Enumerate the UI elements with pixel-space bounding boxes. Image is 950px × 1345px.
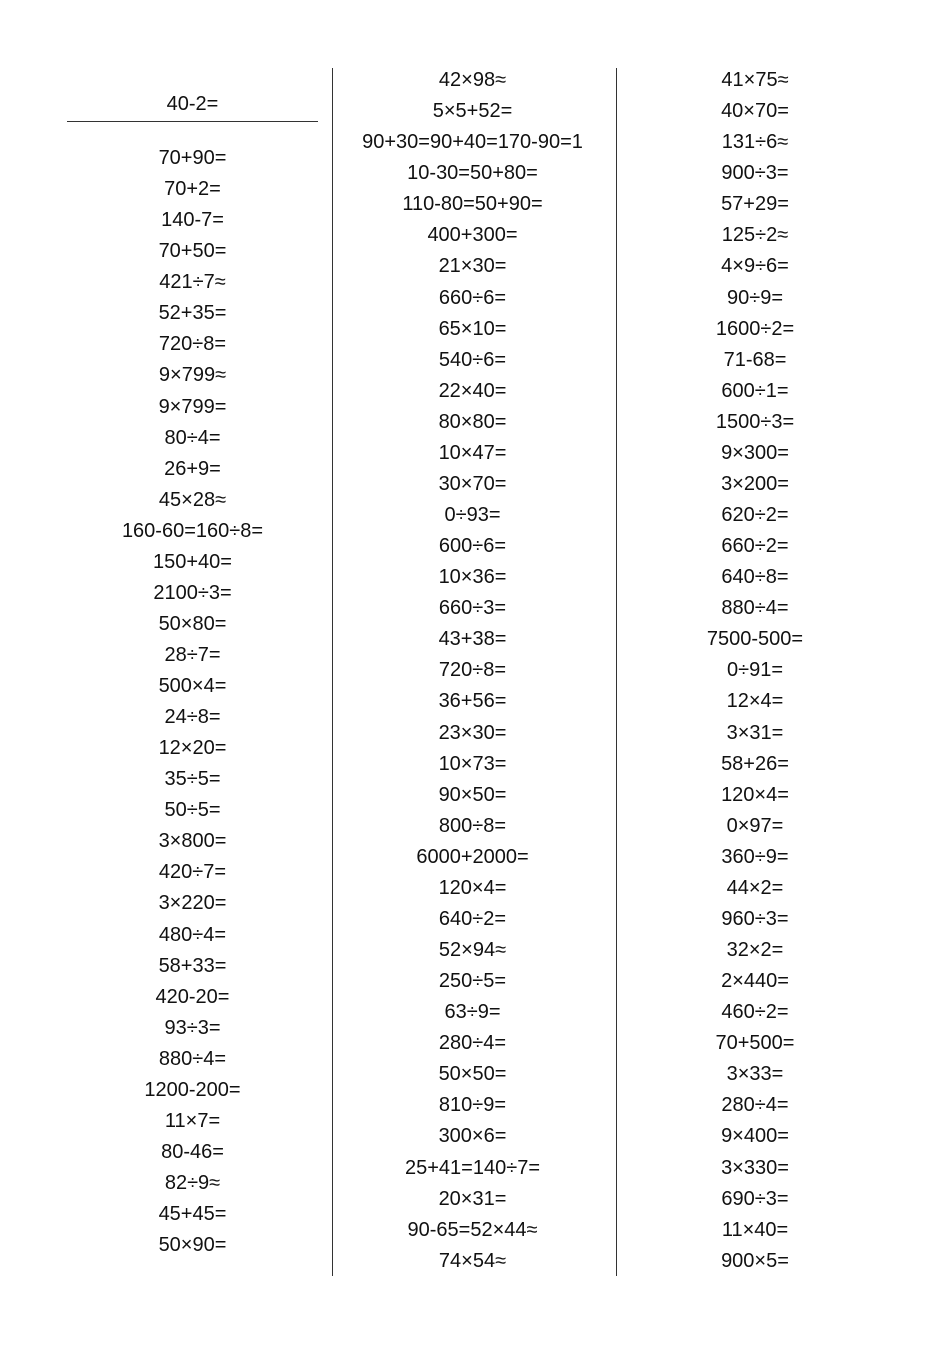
math-problem: 120×4= xyxy=(438,876,507,899)
math-problem: 52+35= xyxy=(158,302,227,325)
math-problem: 600÷6= xyxy=(438,535,507,557)
math-problem: 1500÷3= xyxy=(715,410,795,433)
math-problem: 40-2= xyxy=(166,93,219,115)
math-problem: 640÷2= xyxy=(438,907,507,930)
header-underline xyxy=(67,121,318,122)
math-problem: 70+50= xyxy=(158,240,227,263)
math-problem: 45×28≈ xyxy=(158,488,227,511)
math-problem: 660÷2= xyxy=(721,535,789,557)
math-problem: 3×31= xyxy=(726,721,784,744)
math-problem: 640÷8= xyxy=(721,566,789,589)
math-problem: 82÷9≈ xyxy=(164,1172,221,1194)
math-problem: 74×54≈ xyxy=(438,1249,507,1272)
math-problem: 900÷3= xyxy=(721,162,789,185)
math-problem: 3×200= xyxy=(721,472,789,495)
math-problem: 300×6= xyxy=(438,1125,507,1148)
math-problem: 3×330= xyxy=(721,1156,789,1179)
math-problem: 90×50= xyxy=(438,783,507,806)
math-problem: 63÷9= xyxy=(444,1001,501,1024)
math-problem: 41×75≈ xyxy=(721,69,789,91)
math-problem: 80×80= xyxy=(438,410,507,433)
math-problem: 0÷93= xyxy=(444,504,501,526)
math-problem: 125÷2≈ xyxy=(721,224,789,247)
math-problem: 460÷2= xyxy=(721,1001,789,1024)
math-problem: 40×70= xyxy=(721,100,789,123)
math-problem: 660÷3= xyxy=(438,597,507,620)
math-problem: 0÷91= xyxy=(726,659,784,682)
math-problem: 44×2= xyxy=(726,876,784,899)
math-problem: 90÷9= xyxy=(726,286,784,309)
math-problem: 1600÷2= xyxy=(715,317,795,340)
math-problem: 10×73= xyxy=(438,752,507,775)
math-problem: 800÷8= xyxy=(438,814,507,837)
math-problem: 20×31= xyxy=(438,1187,507,1210)
math-problem: 35÷5= xyxy=(164,768,221,791)
math-problem: 10×36= xyxy=(438,566,507,589)
math-problem: 140-7= xyxy=(161,209,224,232)
math-problem: 90+30=90+40=170-90=1 xyxy=(362,131,583,154)
math-problem: 2×440= xyxy=(721,970,789,992)
math-problem: 24÷8= xyxy=(164,706,221,729)
math-problem: 7500-500= xyxy=(706,628,804,651)
math-problem: 21×30= xyxy=(438,255,507,278)
math-problem: 6000+2000= xyxy=(416,845,529,868)
math-problem: 42×98≈ xyxy=(438,69,507,91)
math-problem: 32×2= xyxy=(726,939,784,961)
math-problem: 90-65=52×44≈ xyxy=(407,1218,538,1241)
math-problem: 12×20= xyxy=(158,737,227,760)
column-divider-1 xyxy=(332,68,333,1276)
math-problem: 2100÷3= xyxy=(153,581,232,604)
math-problem: 80-46= xyxy=(161,1140,224,1163)
math-problem: 280÷4= xyxy=(721,1094,789,1117)
math-problem: 23×30= xyxy=(438,721,507,744)
math-problem: 420÷7= xyxy=(158,861,227,884)
math-problem: 3×33= xyxy=(726,1063,784,1086)
math-problem: 45+45= xyxy=(158,1203,227,1225)
math-problem: 960÷3= xyxy=(721,907,789,930)
math-problem: 720÷8= xyxy=(438,659,507,682)
math-problem: 720÷8= xyxy=(158,333,227,356)
math-problem: 620÷2= xyxy=(721,504,789,526)
math-problem: 400+300= xyxy=(427,224,518,247)
math-problem: 52×94≈ xyxy=(438,939,507,961)
math-problem: 10×47= xyxy=(438,441,507,464)
math-problem: 80÷4= xyxy=(164,426,221,449)
math-problem: 480÷4= xyxy=(158,923,227,946)
math-problem: 5×5+52= xyxy=(432,100,513,123)
math-problem: 25+41=140÷7= xyxy=(405,1156,540,1179)
math-problem: 50×80= xyxy=(158,612,227,635)
math-problem: 93÷3= xyxy=(164,1016,221,1039)
math-problem: 421÷7≈ xyxy=(159,271,226,294)
math-problem: 4×9÷6= xyxy=(721,255,789,278)
math-problem: 600÷1= xyxy=(721,379,789,402)
math-problem: 28÷7= xyxy=(164,644,221,666)
math-problem: 30×70= xyxy=(438,472,507,495)
math-problem: 150+40= xyxy=(153,550,232,573)
math-problem: 58+33= xyxy=(158,954,227,977)
math-problem: 810÷9= xyxy=(438,1094,507,1117)
math-problem: 360÷9= xyxy=(721,845,789,868)
math-problem: 660÷6= xyxy=(438,286,507,309)
math-problem: 58+26= xyxy=(721,752,789,775)
math-problem: 50×50= xyxy=(438,1063,507,1086)
math-problem: 110-80=50+90= xyxy=(402,193,543,216)
math-problem: 690÷3= xyxy=(721,1187,789,1210)
math-problem: 70+90= xyxy=(158,147,227,169)
math-problem: 120×4= xyxy=(721,783,789,806)
math-problem: 1200-200= xyxy=(144,1078,241,1101)
math-problem: 131÷6≈ xyxy=(721,131,789,154)
math-problem: 250÷5= xyxy=(438,970,507,992)
math-problem: 0×97= xyxy=(726,814,784,837)
column-divider-2 xyxy=(616,68,617,1276)
math-problem: 3×220= xyxy=(158,892,227,915)
math-problem: 12×4= xyxy=(726,690,784,713)
math-problem: 22×40= xyxy=(438,379,507,402)
math-problem: 9×799≈ xyxy=(158,364,227,387)
math-problem: 50×90= xyxy=(158,1234,227,1257)
math-problem: 36+56= xyxy=(438,690,507,713)
math-problem: 160-60=160÷8= xyxy=(121,519,264,542)
math-problem: 10-30=50+80= xyxy=(407,162,538,185)
math-problem: 540÷6= xyxy=(438,348,507,371)
math-problem: 880÷4= xyxy=(158,1047,227,1070)
math-problem: 3×800= xyxy=(158,830,227,853)
math-problem: 280÷4= xyxy=(438,1032,507,1055)
math-problem: 70+500= xyxy=(715,1032,795,1055)
math-problem: 50÷5= xyxy=(164,799,221,822)
math-problem: 500×4= xyxy=(158,675,227,697)
math-problem: 880÷4= xyxy=(721,597,789,620)
math-problem: 26+9= xyxy=(164,457,221,480)
math-problem: 70+2= xyxy=(164,178,221,201)
math-problem: 65×10= xyxy=(438,317,507,340)
math-problem: 900×5= xyxy=(721,1249,789,1272)
math-problem: 9×400= xyxy=(721,1125,789,1148)
math-problem: 420-20= xyxy=(155,985,230,1008)
math-problem: 9×300= xyxy=(721,441,789,464)
math-problem: 43+38= xyxy=(438,628,507,651)
math-problem: 11×40= xyxy=(721,1218,789,1241)
math-problem: 11×7= xyxy=(164,1109,221,1132)
math-problem: 71-68= xyxy=(723,348,787,371)
math-problem: 57+29= xyxy=(721,193,789,216)
math-problem: 9×799= xyxy=(158,395,227,418)
